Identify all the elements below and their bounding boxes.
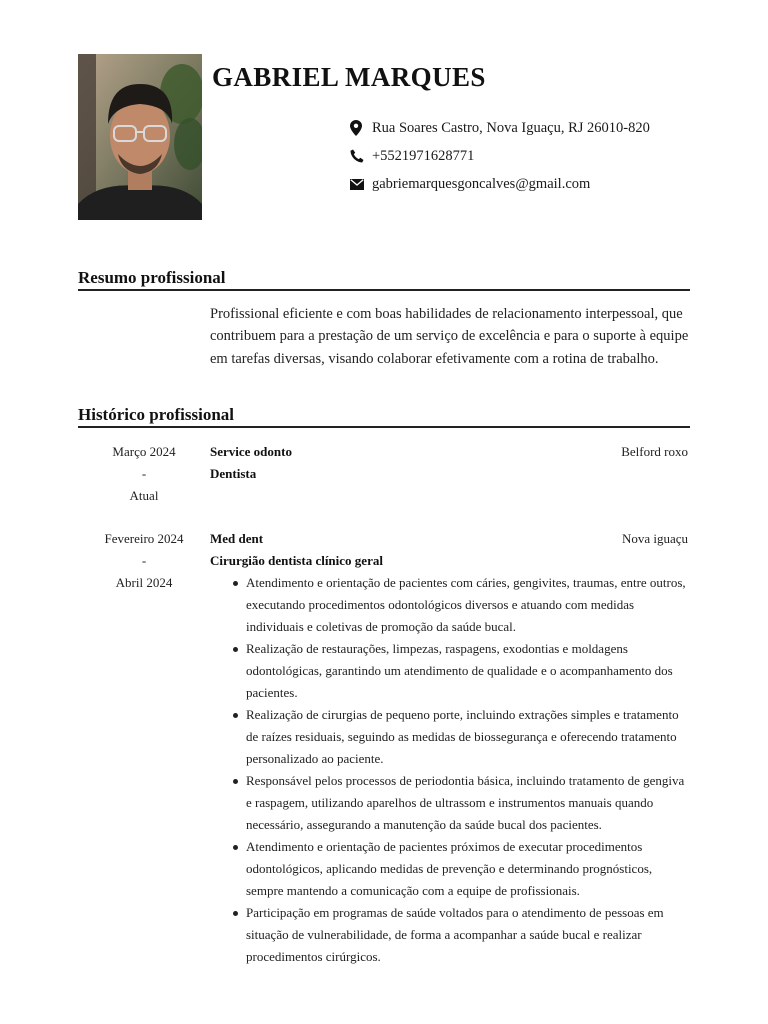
job-location: Belford roxo [621, 444, 688, 459]
contact-phone [350, 142, 650, 170]
job-dates [78, 441, 210, 507]
responsibility-item: Realização de restaurações, limpezas, raspagens, exodontias e moldagens odontológicas, garantindo um atendimento de qualidade e o acompanhamento dos pacientes. [246, 638, 688, 704]
map-pin-icon [350, 120, 372, 136]
job-location: Nova iguaçu [621, 531, 688, 546]
contact-info [350, 114, 650, 198]
responsibility-item: Atendimento e orientação de pacientes com cáries, gengivites, traumas, entre outros, executando procedimentos odontológicos diversos e atuando com medidas individuais e coletivas de promoção da saúde bucal. [246, 572, 688, 638]
job-start-date: Março 2024 [112, 444, 176, 459]
address-text: Rua Soares Castro, Nova Iguaçu, RJ 26010-820 [372, 119, 650, 136]
summary-text: Profissional eficiente e com boas habilidades de relacionamento interpessoal, que contribuem para a prestação de um serviço de excelência e para o suporte à equipe em tarefas diversas, visando colaborar efetivamente com a rotina de trabalho. [210, 306, 689, 367]
job-end-date: Atual [129, 488, 159, 503]
phone-icon [350, 149, 372, 163]
responsibility-item: Realização de cirurgias de pequeno porte, incluindo extrações simples e tratamento de raízes residuais, seguindo as medidas de biossegurança e oferecendo tratamento personalizado ao paciente. [246, 704, 688, 770]
responsibility-item: Participação em programas de saúde voltados para o atendimento de pessoas em situação de vulnerabilidade, de forma a acompanhar a saúde bucal e realizar procedimentos cirúrgicos. [246, 902, 688, 968]
job-date-separator: - [141, 553, 147, 568]
candidate-name: GABRIEL MARQUES [212, 62, 486, 92]
job-dates [78, 528, 210, 594]
job-end-date: Abril 2024 [115, 575, 173, 590]
history-section-title: Histórico profissional [78, 405, 690, 428]
job-role: Cirurgião dentista clínico geral [210, 553, 383, 568]
contact-address [350, 114, 650, 142]
job-details [210, 528, 688, 968]
job-responsibilities [210, 572, 688, 968]
profile-photo-image [78, 54, 202, 220]
job-date-separator: - [141, 466, 147, 481]
profile-photo [78, 54, 202, 220]
email-text: gabriemarquesgoncalves@gmail.com [372, 175, 591, 192]
job-company: Service odonto [210, 444, 292, 459]
summary-section-title: Resumo profissional [78, 268, 690, 291]
responsibility-item: Atendimento e orientação de pacientes próximos de executar procedimentos odontológicos, aplicando medidas de prevenção e determinando prognósticos, sempre mantendo a comunicação com a equipe de profissionais. [246, 836, 688, 902]
phone-text: +5521971628771 [372, 147, 475, 164]
job-details [210, 441, 688, 485]
envelope-icon [350, 179, 372, 190]
job-company: Med dent [210, 531, 264, 546]
job-role: Dentista [210, 466, 257, 481]
job-start-date: Fevereiro 2024 [104, 531, 184, 546]
contact-email [350, 170, 650, 198]
responsibility-item: Responsável pelos processos de periodontia básica, incluindo tratamento de gengiva e raspagem, utilizando aparelhos de ultrassom e instrumentos manuais quando necessário, assegurando a manutenção da saúde bucal dos pacientes. [246, 770, 688, 836]
